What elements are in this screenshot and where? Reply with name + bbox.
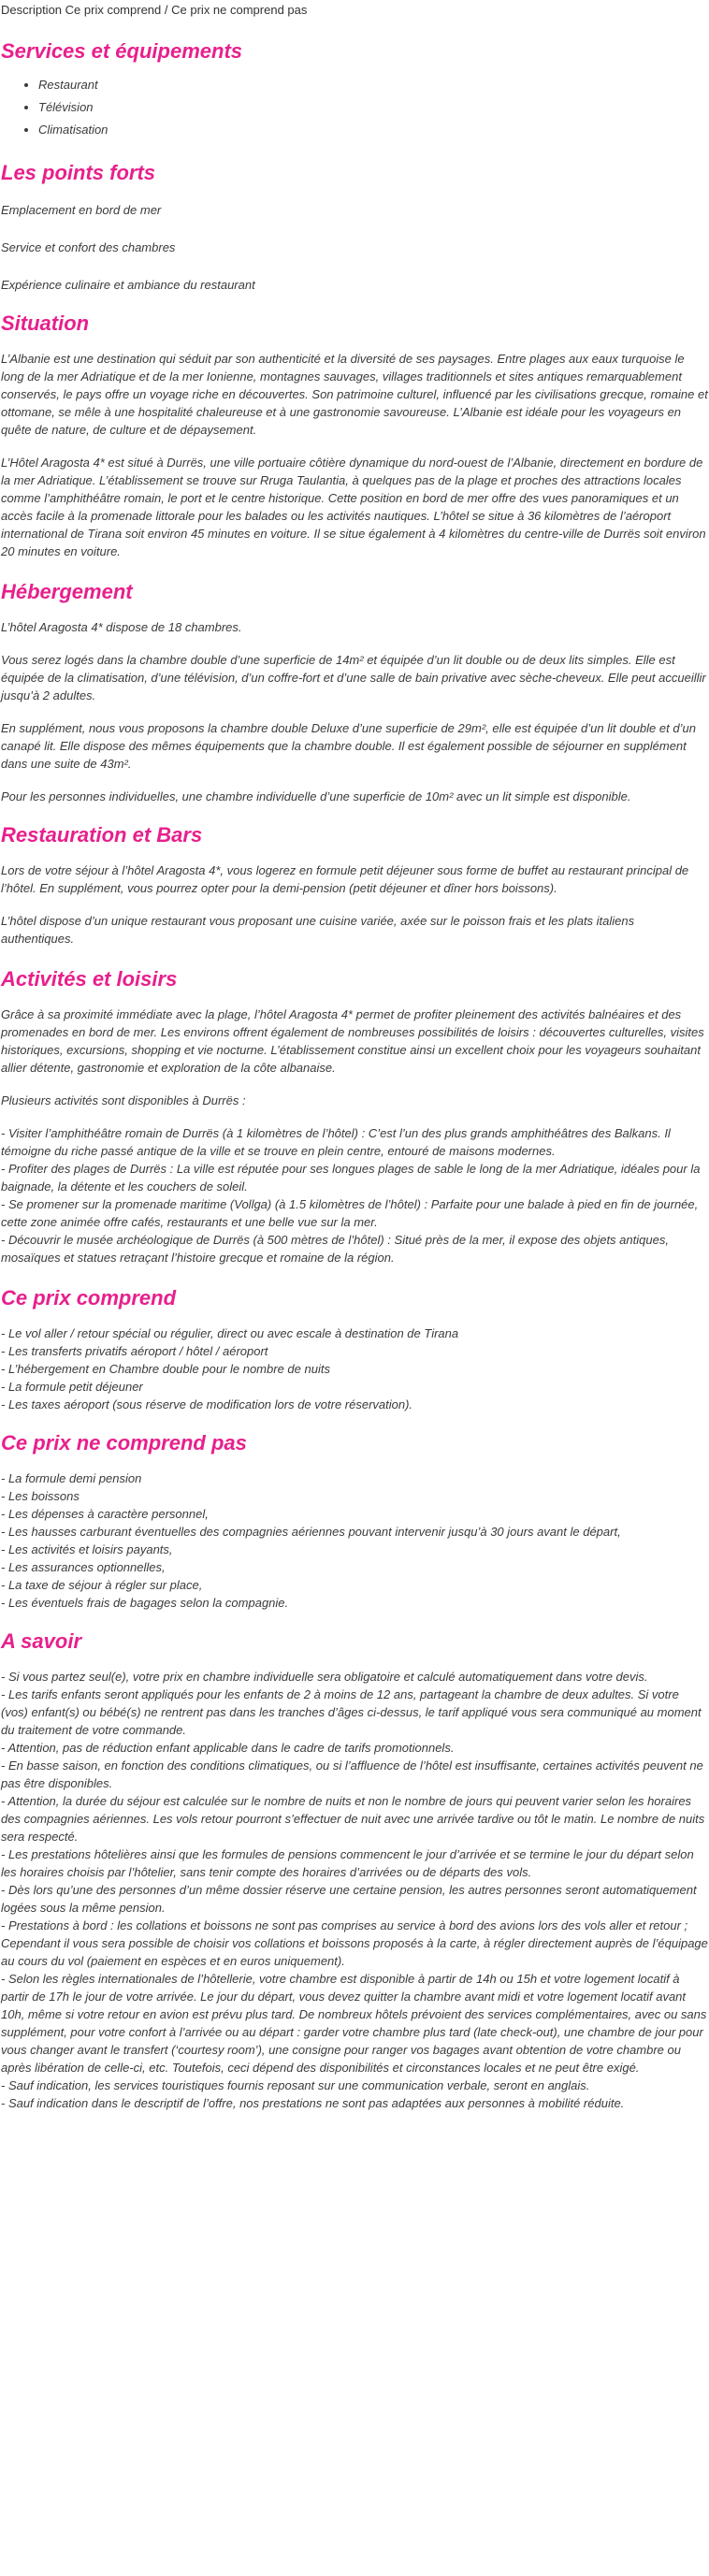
tab-includes[interactable]: Ce prix comprend bbox=[65, 3, 162, 17]
includes-list bbox=[1, 1324, 709, 1413]
excludes-item: - Les éventuels frais de bagages selon la compagnie. bbox=[1, 1596, 289, 1610]
notes-item: - Attention, pas de réduction enfant applicable dans le cadre de tarifs promotionnels. bbox=[1, 1741, 455, 1755]
excludes-title: Ce prix ne comprend pas bbox=[1, 1431, 247, 1454]
accommodation-paragraph: Pour les personnes individuelles, une chambre individuelle d’une superficie de 10m² avec un lit simple est disponible. bbox=[1, 789, 631, 803]
activities-list bbox=[1, 1124, 709, 1266]
notes-title: A savoir bbox=[1, 1629, 82, 1653]
excludes-item: - Les hausses carburant éventuelles des compagnies aériennes pouvant intervenir jusqu’à 30 jours avant le départ, bbox=[1, 1525, 621, 1539]
includes-title: Ce prix comprend bbox=[1, 1286, 177, 1310]
tab-excludes[interactable]: Ce prix ne comprend pas bbox=[171, 3, 308, 17]
excludes-item: - Les assurances optionnelles, bbox=[1, 1560, 166, 1574]
includes-item: - Les taxes aéroport (sous réserve de modification lors de votre réservation). bbox=[1, 1397, 413, 1411]
notes-item: - Si vous partez seul(e), votre prix en chambre individuelle sera obligatoire et calculé automatiquement dans votre devis. bbox=[1, 1670, 648, 1684]
includes-item: - L’hébergement en Chambre double pour le nombre de nuits bbox=[1, 1362, 330, 1376]
activities-list-item: - Se promener sur la promenade maritime (Vollga) (à 1.5 kilomètres de l’hôtel) : Parfaite pour une balade à pied en fin de journée, cette zone animée offre cafés, restaurants et une belle vue sur la mer. bbox=[1, 1197, 699, 1229]
notes-item: - Prestations à bord : les collations et boissons ne sont pas comprises au service à bord des avions lors des vols aller et retour ; Cependant il vous sera possible de choisir vos collations et boissons proposés à la carte, à régler directement auprès de l’équipage au cours du vol (paiement en espèces et en euros uniquement). bbox=[1, 1918, 708, 1968]
highlight-item: Emplacement en bord de mer bbox=[1, 203, 162, 217]
tab-description[interactable]: Description bbox=[1, 3, 63, 17]
includes-item: - La formule petit déjeuner bbox=[1, 1380, 143, 1394]
services-list bbox=[1, 74, 709, 141]
accommodation-paragraph: L’hôtel Aragosta 4* dispose de 18 chambres. bbox=[1, 620, 242, 634]
notes-item: - Sauf indication, les services touristiques fournis reposant sur une communication verbale, seront en anglais. bbox=[1, 2078, 590, 2092]
accommodation-title: Hébergement bbox=[1, 580, 133, 603]
situation-paragraph: L’Albanie est une destination qui séduit par son authenticité et la diversité de ses paysages. Entre plages aux eaux turquoise le long de la mer Adriatique et de la mer Ionienne, montagnes sauvages, villages traditionnels et sites antiques remarquablement conservés, le pays offre un voyage riche en découvertes. Son patrimoine culturel, influencé par les civilisations grecque, romaine et ottomane, se mêle à une hospitalité chaleureuse et à une gastronomie savoureuse. L’Albanie est idéale pour les voyageurs en quête de nature, de culture et de dépaysement. bbox=[1, 352, 708, 437]
services-item: • Climatisation bbox=[38, 119, 709, 141]
services-title: Services et équipements bbox=[1, 39, 243, 63]
services-item: • Télévision bbox=[38, 96, 709, 119]
services-item: • Restaurant bbox=[38, 74, 709, 96]
notes-item: - En basse saison, en fonction des conditions climatiques, ou si l’affluence de l’hôtel est insuffisante, certaines activités peuvent ne pas être disponibles. bbox=[1, 1758, 703, 1790]
accommodation-paragraph: Vous serez logés dans la chambre double d’une superficie de 14m² et équipée d’un lit double ou de deux lits simples. Elle est équipée de la climatisation, d’une télévision, d’un coffre-fort et d’une salle de bain privative avec sèche-cheveux. Elle peut accueillir jusqu’à 2 adultes. bbox=[1, 653, 706, 702]
includes-item: - Les transferts privatifs aéroport / hôtel / aéroport bbox=[1, 1344, 268, 1358]
activities-paragraph: Plusieurs activités sont disponibles à Durrës : bbox=[1, 1093, 246, 1107]
highlight-item: Expérience culinaire et ambiance du restaurant bbox=[1, 278, 255, 292]
notes-item: - Dès lors qu’une des personnes d’un même dossier réserve une certaine pension, les autres personnes seront automatiquement logées sous la même pension. bbox=[1, 1883, 697, 1915]
notes-item: - Attention, la durée du séjour est calculée sur le nombre de nuits et non le nombre de jours qui peuvent varier selon les horaires des compagnies aériennes. Les vols retour pourront s’effectuer de nuit avec une arrivée tardive ou tôt le matin. Le nombre de nuits sera respecté. bbox=[1, 1794, 705, 1844]
excludes-list bbox=[1, 1469, 709, 1612]
notes-item: - Selon les règles internationales de l’hôtellerie, votre chambre est disponible à partir de 14h ou 15h et votre logement locatif à partir de 17h le jour de votre arrivée. Le jour du départ, vous devez quitter la chambre avant midi et votre logement locatif avant 10h, même si votre retour en avion est prévu plus tard. De nombreux hôtels prévoient des services complémentaires, avec ou sans supplément, pour votre confort à l’arrivée ou au départ : garder votre chambre plus tard (late check-out), une chambre de jour pour vous changer avant le transfert (‘courtesy room’), une consigne pour ranger vos bagages avant obtention de votre chambre ou après libération de celle-ci, etc. Toutefois, ceci dépend des disponibilités et circonstances locales et ne peut être exigé. bbox=[1, 1972, 707, 2075]
highlight-item: Service et confort des chambres bbox=[1, 240, 176, 254]
highlights-title: Les points forts bbox=[1, 161, 156, 184]
situation-title: Situation bbox=[1, 311, 90, 335]
notes-item: - Les prestations hôtelières ainsi que les formules de pensions commencent le jour d’arrivée et se termine le jour du départ selon les horaires choisis par l’hôtelier, sans tenir compte des horaires d’arrivées ou de départs des vols. bbox=[1, 1847, 694, 1879]
excludes-item: - La taxe de séjour à régler sur place, bbox=[1, 1578, 203, 1592]
accommodation-paragraph: En supplément, nous vous proposons la chambre double Deluxe d’une superficie de 29m², elle est équipée d’un lit double et d’un canapé lit. Elle dispose des mêmes équipements que la chambre double. Il est également possible de séjourner en supplément dans une suite de 43m². bbox=[1, 721, 696, 771]
excludes-item: - Les dépenses à caractère personnel, bbox=[1, 1507, 209, 1521]
tab-separator: / bbox=[164, 3, 168, 17]
notes-item: - Les tarifs enfants seront appliqués pour les enfants de 2 à moins de 12 ans, partageant la chambre de deux adultes. Si votre (vos) enfant(s) ou bébé(s) ne rentrent pas dans les tranches d’âges ci-dessus, le tarif appliqué vous sera communiqué au moment du traitement de votre commande. bbox=[1, 1687, 702, 1737]
excludes-item: - Les boissons bbox=[1, 1489, 80, 1503]
activities-list-item: - Découvrir le musée archéologique de Durrës (à 500 mètres de l’hôtel) : Situé près de la mer, il expose des objets antiques, mosaïques et statues retraçant l’histoire grecque et romaine de la région. bbox=[1, 1233, 669, 1265]
dining-paragraph: L’hôtel dispose d’un unique restaurant vous proposant une cuisine variée, axée sur le poisson frais et les plats italiens authentiques. bbox=[1, 914, 635, 946]
situation-paragraph: L’Hôtel Aragosta 4* est situé à Durrës, une ville portuaire côtière dynamique du nord-ouest de l’Albanie, directement en bordure de la mer Adriatique. L’établissement se trouve sur Rruga Taulantia, à quelques pas de la plage et proches des attractions locales comme l’amphithéâtre romain, le port et le centre historique. Cette position en bord de mer offre des vues panoramiques et un accès facile à la promenade littorale pour les balades ou les activités nautiques. L’hôtel se situe à 36 kilomètres de l’aéroport international de Tirana soit environ 45 minutes en voiture. Il se situe également à 4 kilomètres du centre-ville de Durrës soit environ 20 minutes en voiture. bbox=[1, 456, 706, 558]
excludes-item: - La formule demi pension bbox=[1, 1471, 142, 1485]
notes-list bbox=[1, 1668, 709, 2112]
activities-list-item: - Visiter l’amphithéâtre romain de Durrës (à 1 kilomètres de l’hôtel) : C’est l’un des plus grands amphithéâtres des Balkans. Il témoigne du riche passé antique de la ville et se trouve en plein centre, entouré de maisons modernes. bbox=[1, 1126, 671, 1158]
tab-bar bbox=[1, 3, 709, 18]
page bbox=[0, 3, 709, 2112]
notes-item: - Sauf indication dans le descriptif de l’offre, nos prestations ne sont pas adaptées aux personnes à mobilité réduite. bbox=[1, 2096, 625, 2110]
activities-list-item: - Profiter des plages de Durrës : La ville est réputée pour ses longues plages de sable le long de la mer Adriatique, idéales pour la baignade, la détente et les couchers de soleil. bbox=[1, 1162, 701, 1194]
activities-paragraph: Grâce à sa proximité immédiate avec la plage, l’hôtel Aragosta 4* permet de profiter pleinement des activités balnéaires et des promenades en bord de mer. Les environs offrent également de nombreuses possibilités de loisirs : découvertes culturelles, visites historiques, excursions, shopping et vie nocturne. L’établissement constitue ainsi un excellent choix pour les voyageurs souhaitant allier détente, gastronomie et exploration de la côte albanaise. bbox=[1, 1007, 704, 1075]
activities-title: Activités et loisirs bbox=[1, 967, 178, 991]
dining-paragraph: Lors de votre séjour à l’hôtel Aragosta 4*, vous logerez en formule petit déjeuner sous forme de buffet au restaurant principal de l’hôtel. En supplément, vous pourrez opter pour la demi-pension (petit déjeuner et dîner hors boissons). bbox=[1, 863, 689, 895]
excludes-item: - Les activités et loisirs payants, bbox=[1, 1542, 173, 1556]
dining-title: Restauration et Bars bbox=[1, 823, 203, 847]
includes-item: - Le vol aller / retour spécial ou régulier, direct ou avec escale à destination de Tirana bbox=[1, 1326, 459, 1340]
